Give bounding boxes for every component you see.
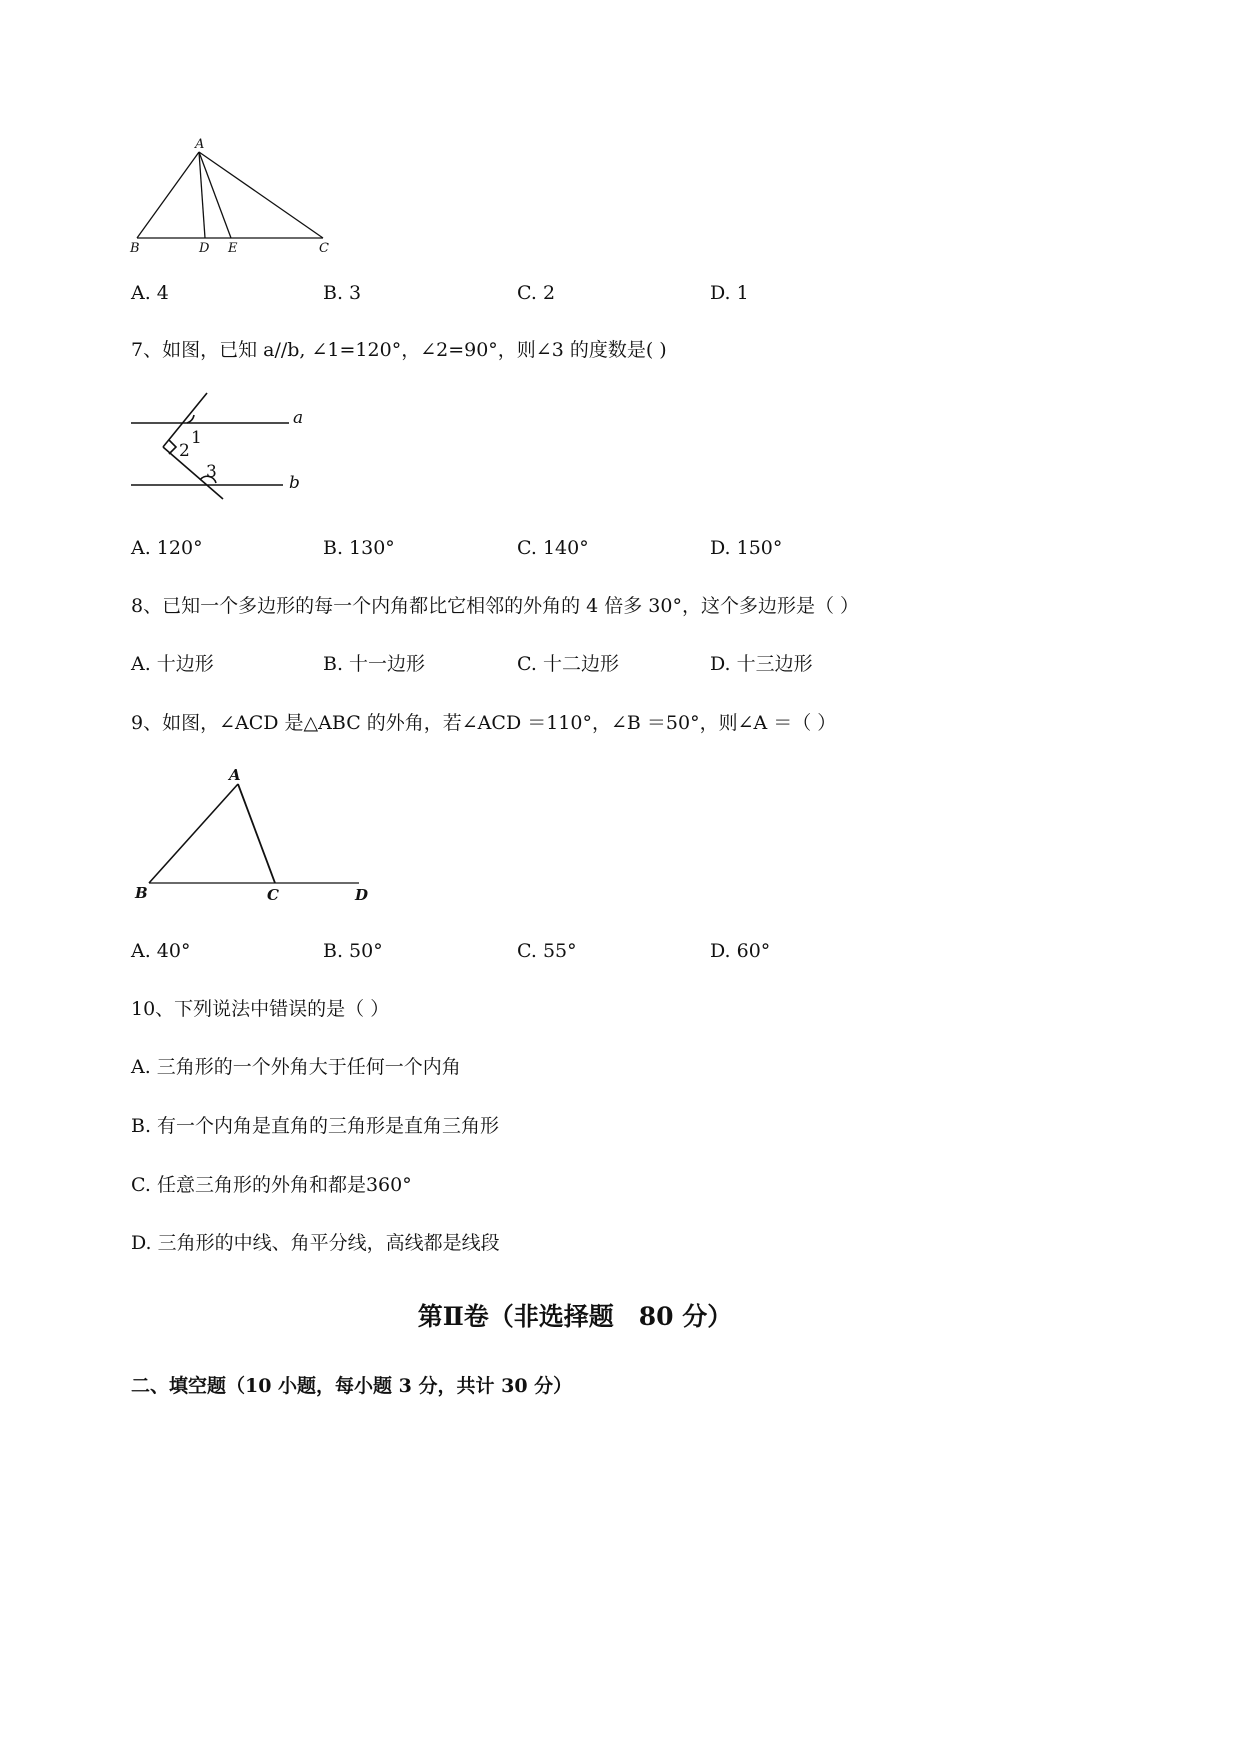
q7-angle-2-label: 2 [179,441,190,461]
q9-label-a: A [229,766,241,784]
q8-option-b: B. 十一边形 [323,653,426,675]
q6-label-d: D [199,241,210,255]
q6-label-a: A [195,137,205,152]
q6-triangle-figure [125,135,345,255]
q10-option-d: D. 三角形的中线、角平分线，高线都是线段 [131,1232,500,1254]
q9-option-b: B. 50° [323,940,383,962]
q9-label-d: D [355,886,369,904]
q7-option-c: C. 140° [517,537,589,559]
q9-option-a: A. 40° [131,940,191,962]
q8-stem: 8、已知一个多边形的每一个内角都比它相邻的外角的 4 倍多 30°，这个多边形是（ ） [131,595,860,617]
q10-option-b: B. 有一个内角是直角的三角形是直角三角形 [131,1115,500,1137]
q10-stem: 10、下列说法中错误的是（ ） [131,998,390,1020]
q9-label-c: C [267,886,279,904]
q9-label-b: B [135,884,148,902]
q7-stem: 7、如图，已知 a//b, ∠1=120°，∠2=90°，则∠3 的度数是( ) [131,339,667,361]
fill-in-section-heading: 二、填空题（10 小题，每小题 3 分，共计 30 分） [131,1375,573,1397]
q6-option-a: A. 4 [131,282,169,304]
q7-option-d: D. 150° [710,537,783,559]
q7-option-a: A. 120° [131,537,203,559]
q6-option-d: D. 1 [710,282,749,304]
q8-option-a: A. 十边形 [131,653,214,675]
q7-line-b-label: b [289,473,300,493]
q7-parallel-lines-figure [125,385,315,505]
q6-label-e: E [228,241,238,255]
q9-triangle-figure [125,763,385,908]
q8-option-d: D. 十三边形 [710,653,813,675]
q6-option-b: B. 3 [323,282,362,304]
q6-option-c: C. 2 [517,282,556,304]
q7-angle-1-label: 1 [191,428,202,448]
q7-option-b: B. 130° [323,537,395,559]
q10-option-c: C. 任意三角形的外角和都是360° [131,1174,412,1196]
q9-option-d: D. 60° [710,940,771,962]
q6-label-b: B [130,241,140,255]
q7-angle-3-label: 3 [206,462,217,482]
q6-label-c: C [319,241,329,255]
q7-line-a-label: a [293,408,304,428]
q8-option-c: C. 十二边形 [517,653,619,675]
q9-option-c: C. 55° [517,940,577,962]
part2-title: 第Ⅱ卷（非选择题 80 分） [417,1302,733,1331]
q9-stem: 9、如图，∠ACD 是△ABC 的外角，若∠ACD ＝110°，∠B ＝50°，则∠A ＝（ ） [131,712,837,734]
q10-option-a: A. 三角形的一个外角大于任何一个内角 [131,1056,461,1078]
